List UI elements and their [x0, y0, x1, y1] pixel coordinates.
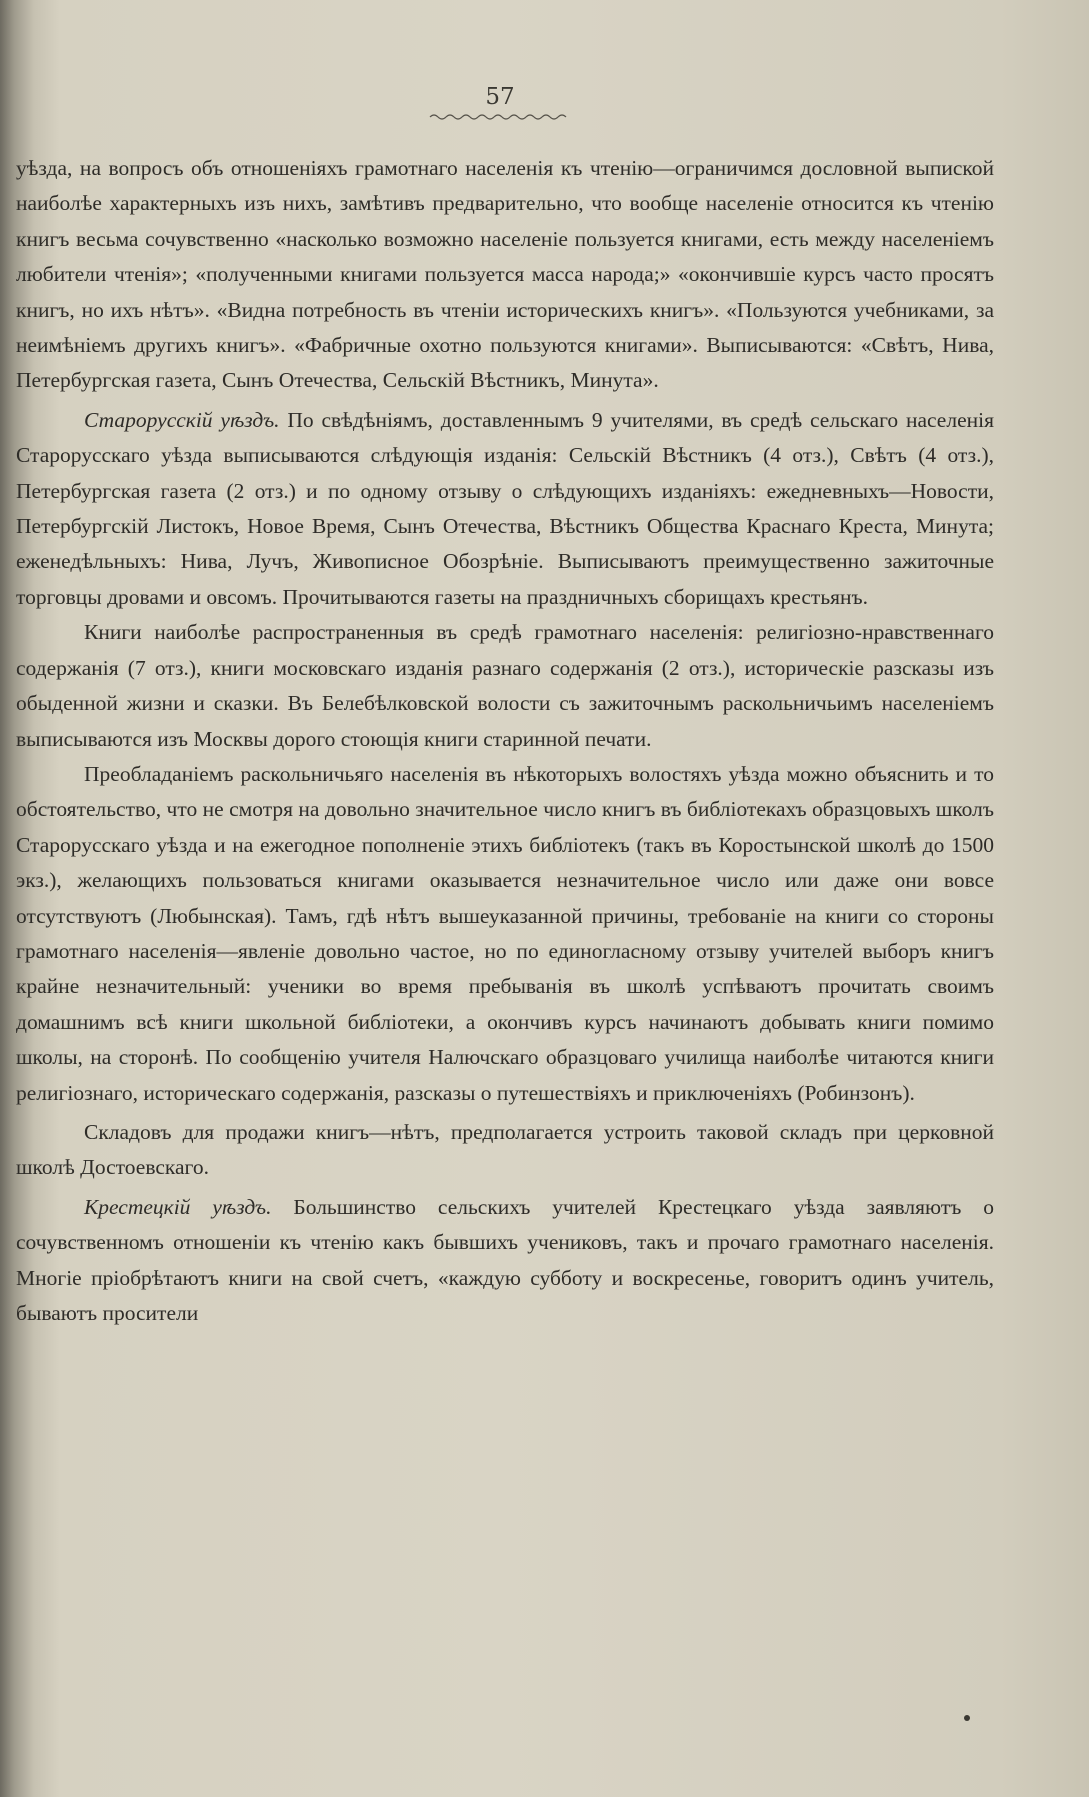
section-heading-starorussky: Старорусскій уѣздъ.	[84, 407, 280, 432]
ink-speck	[964, 1715, 970, 1721]
wavy-rule-ornament	[428, 110, 568, 124]
page-number: 57	[485, 84, 515, 110]
paragraph-6	[16, 1190, 994, 1332]
paragraph-2	[16, 403, 994, 615]
paragraph-4: Преобладаніемъ раскольничьяго населенія въ нѣкоторыхъ волостяхъ уѣзда можно объяснить и то обстоятельство, что не смотря на довольно значительное число книгъ въ библіотекахъ образцовыхъ школъ Старорусскаго уѣзда и на ежегодное пополненіе этихъ библіотекъ (такъ въ Коростынской школѣ до 1500 экз.), желающихъ пользоваться книгами оказывается незначительное число или даже они вовсе отсутствуютъ (Любынская). Тамъ, гдѣ нѣтъ вышеуказанной причины, требованіе на книги со стороны грамотнаго населенія—явленіе довольно частое, но по единогласному отзыву учителей выборъ книгъ крайне незначительный: ученики во время пребыванія въ школѣ успѣваютъ прочитать своимъ домашнимъ всѣ книги школьной библіотеки, а окончивъ курсъ начинаютъ добывать книги помимо школы, на сторонѣ. По сообщенію учителя Налючскаго образцоваго училища наиболѣе читаются книги религіознаго, историческаго содержанія, разсказы о путешествіяхъ и приключеніяхъ (Робинзонъ).	[16, 761, 994, 1105]
body-text	[16, 151, 994, 1331]
paragraph-1: уѣзда, на вопросъ объ отношеніяхъ грамотнаго населенія къ чтенію—ограничимся дословной выпиской наиболѣе характерныхъ изъ нихъ, замѣтивъ предварительно, что вообще населеніе относится къ чтенію книгъ весьма сочувственно «насколько возможно населеніе пользуется книгами, есть между населеніемъ любители чтенія»; «полученными книгами пользуется масса народа;» «окончившіе курсъ часто просятъ книгъ, но ихъ нѣтъ». «Видна потребность въ чтеніи историческихъ книгъ». «Пользуются учебниками, за неимѣніемъ другихъ книгъ». «Фабричные охотно пользуются книгами». Выписываются: «Свѣтъ, Нива, Петербургская газета, Сынъ Отечества, Сельскій Вѣстникъ, Минута».	[16, 156, 994, 393]
section-heading-krestetsky: Крестецкій уѣздъ.	[84, 1194, 272, 1219]
paragraph-3: Книги наиболѣе распространенныя въ средѣ грамотнаго населенія: религіозно-нравственнаго содержанія (7 отз.), книги московскаго изданія разнаго содержанія (2 отз.), историческіе разсказы изъ обыденной жизни и сказки. Въ Белебѣлковской волости съ зажиточнымъ раскольничьимъ населеніемъ выписываются изъ Москвы дорого стоющія книги старинной печати.	[16, 620, 994, 751]
paragraph-6-text: Большинство сельскихъ учителей Крестецкаго уѣзда заявляютъ о сочувственномъ отношеніи къ чтенію какъ бывшихъ учениковъ, такъ и прочаго грамотнаго населенія. Многіе пріобрѣтаютъ книги на свой счетъ, «каждую субботу и воскресенье, говоритъ одинъ учитель, бываютъ просители	[16, 1194, 994, 1325]
paragraph-2-text: По свѣдѣніямъ, доставленнымъ 9 учителями, въ средѣ сельскаго населенія Старорусскаго уѣзда выписываются слѣдующія изданія: Сельскій Вѣстникъ (4 отз.), Свѣтъ (4 отз.), Петербургская газета (2 отз.) и по одному отзыву о слѣдующихъ изданіяхъ: ежедневныхъ—Новости, Петербургскій Листокъ, Новое Время, Сынъ Отечества, Вѣстникъ Общества Краснаго Креста, Минута; еженедѣльныхъ: Нива, Лучъ, Живописное Обозрѣніе. Выписываютъ преимущественно зажиточные торговцы дровами и овсомъ. Прочитываются газеты на праздничныхъ сборищахъ крестьянъ.	[16, 407, 994, 609]
paragraph-5: Складовъ для продажи книгъ—нѣтъ, предполагается устроить таковой складъ при церковной школѣ Достоевскаго.	[16, 1119, 994, 1180]
